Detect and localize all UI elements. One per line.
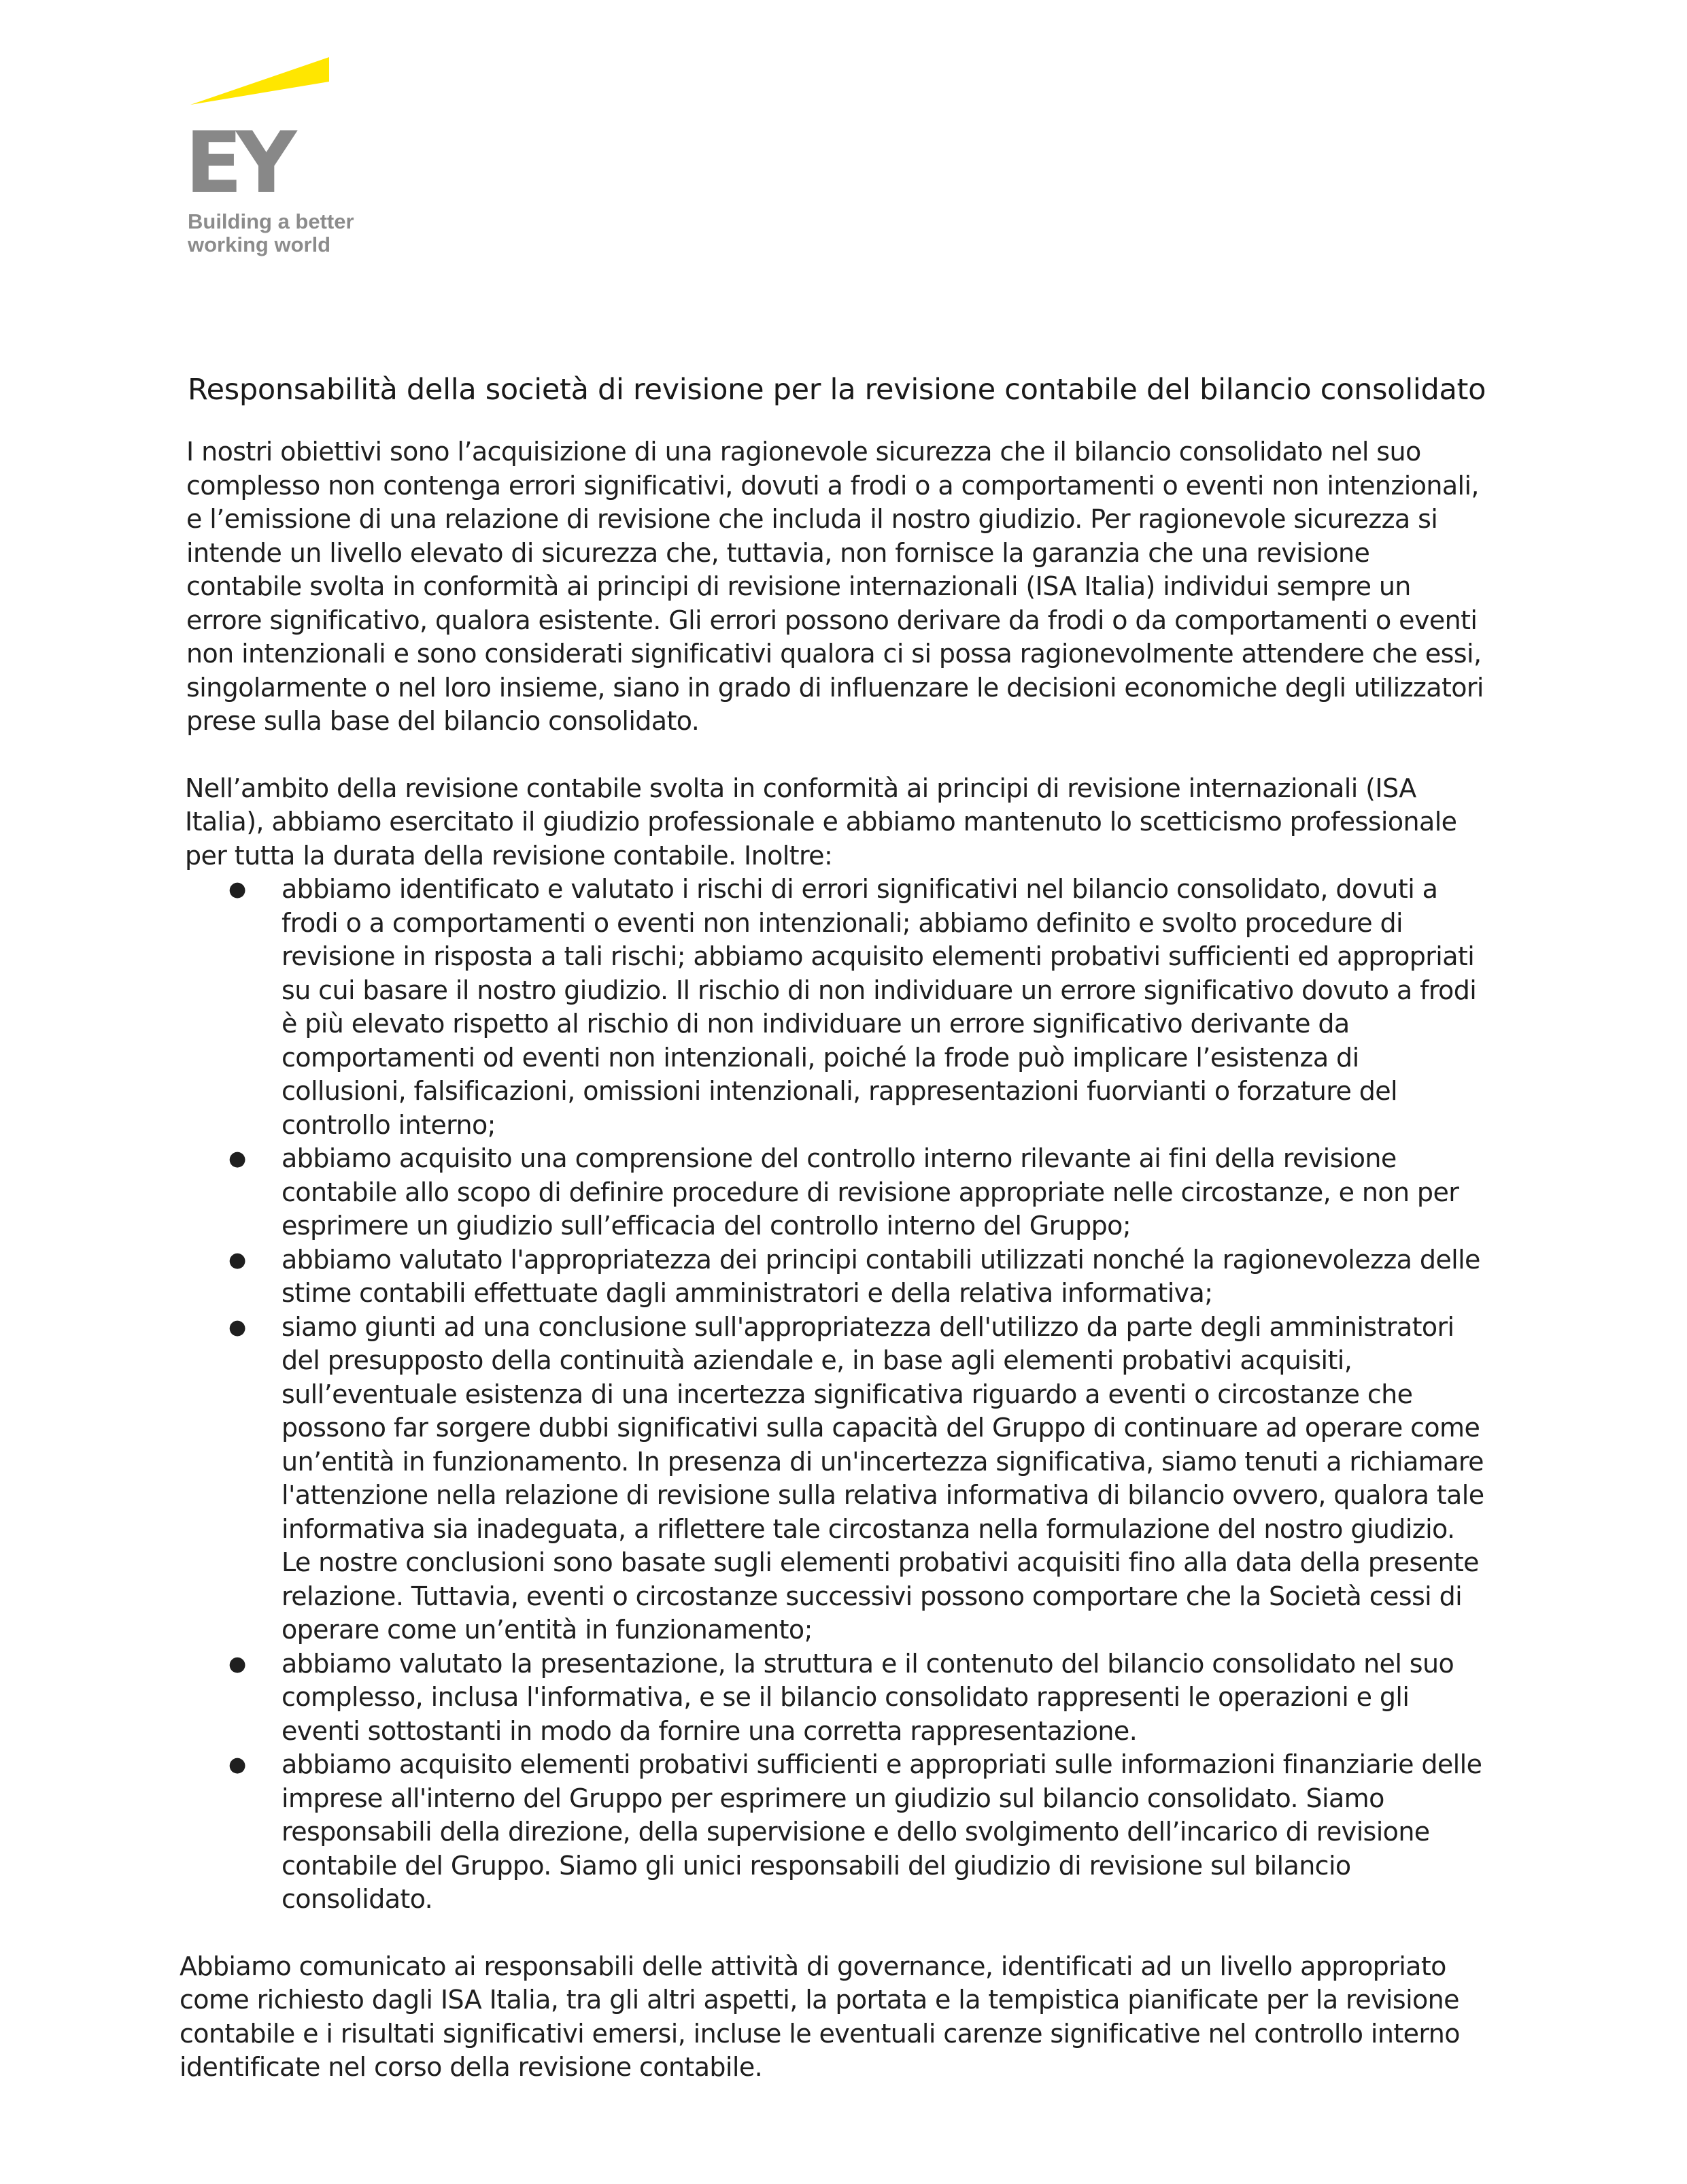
bullet-icon: ● [228, 1247, 246, 1272]
list-item: ● siamo giunti ad una conclusione sull'appropriatezza dell'utilizzo da parte degli amministratori del presupposto della continuità aziendale e, in base agli elementi probativi acquisiti, sull’eventuale esistenza di una incertezza significativa riguardo a eventi o circostanze che possono far sorgere dubbi significativi sulla capacità del Gruppo di continuare ad operare come un’entità in funzionamento. In presenza di un'incertezza significativa, siamo tenuti a richiamare l'attenzione nella relazione di revisione sulla relativa informativa di bilancio ovvero, qualora tale informativa sia inadeguata, a riflettere tale circostanza nella formulazione del nostro giudizio. Le nostre conclusioni sono basate sugli elementi probativi acquisiti fino alla data della presente relazione. Tuttavia, eventi o circostanze successivi possono comportare che la Società cessi di operare come un’entità in funzionamento; [228, 1311, 1484, 1645]
list-item: ● abbiamo acquisito una comprensione del controllo interno rilevante ai fini della revisione contabile allo scopo di definire procedure di revisione appropriate nelle circostanze, e non per esprimere un giudizio sull’efficacia del controllo interno del Gruppo; [228, 1143, 1459, 1241]
paragraph-governance: Abbiamo comunicato ai responsabili delle attività di governance, identificati ad un livello appropriato come richiesto dagli ISA Italia, tra gli altri aspetti, la portata e la tempistica pianificate per la revisione contabile e i risultati significativi emersi, incluse le eventuali carenze significative nel controllo interno identificate nel corso della revisione contabile. [180, 1951, 1460, 2082]
list-item: ● abbiamo acquisito elementi probativi sufficienti e appropriati sulle informazioni finanziarie delle imprese all'interno del Gruppo per esprimere un giudizio sul bilancio consolidato. Siamo responsabili della direzione, della supervisione e dello svolgimento dell’incarico di revisione contabile del Gruppo. Siamo gli unici responsabili del giudizio di revisione sul bilancio consolidato. [228, 1749, 1482, 1914]
bullet-icon: ● [228, 1315, 246, 1339]
document-body [180, 373, 1490, 2085]
bullet-icon: ● [228, 1147, 246, 1171]
bullet-icon: ● [228, 1753, 246, 1777]
ey-logo-mark: EY [185, 114, 290, 212]
section-title: Responsabilità della società di revisione per la revisione contabile del bilancio consolidato [188, 373, 1486, 407]
ey-logo [185, 57, 375, 261]
list-item: ● abbiamo valutato la presentazione, la struttura e il contenuto del bilancio consolidato nel suo complesso, inclusa l'informativa, e se il bilancio consolidato rappresenti le operazioni e gli eventi sottostanti in modo da fornire una corretta rappresentazione. [228, 1648, 1454, 1746]
bullet-icon: ● [228, 1651, 246, 1676]
list-item: ● abbiamo valutato l'appropriatezza dei principi contabili utilizzati nonché la ragionevolezza delle stime contabili effettuate dagli amministratori e della relativa informativa; [228, 1244, 1480, 1308]
procedures-list [185, 873, 1490, 1917]
paragraph-objectives: I nostri obiettivi sono l’acquisizione di una ragionevole sicurezza che il bilancio consolidato nel suo complesso non contenga errori significativi, dovuti a frodi o a comportamenti o eventi non intenzionali, e l’emissione di una relazione di revisione che includa il nostro giudizio. Per ragionevole sicurezza si intende un livello elevato di sicurezza che, tuttavia, non fornisce la garanzia che una revisione contabile svolta in conformità ai principi di revisione internazionali (ISA Italia) individui sempre un errore significativo, qualora esistente. Gli errori possono derivare da frodi o da comportamenti o eventi non intenzionali e sono considerati significativi qualora ci si possa ragionevolmente attendere che essi, singolarmente o nel loro insieme, siano in grado di influenzare le decisioni economiche degli utilizzatori prese sulla base del bilancio consolidato. [186, 437, 1484, 736]
paragraph-scope: Nell’ambito della revisione contabile svolta in conformità ai principi di revisione internazionali (ISA Italia), abbiamo esercitato il giudizio professionale e abbiamo mantenuto lo scetticismo professionale per tutta la durata della revisione contabile. Inoltre: [185, 773, 1457, 871]
bullet-icon: ● [228, 877, 246, 901]
list-item: ● abbiamo identificato e valutato i rischi di errori significativi nel bilancio consolidato, dovuti a frodi o a comportamenti o eventi non intenzionali; abbiamo definito e svolto procedure di revisione in risposta a tali rischi; abbiamo acquisito elementi probativi sufficienti ed appropriati su cui basare il nostro giudizio. Il rischio di non individuare un errore significativo dovuto a frodi è più elevato rispetto al rischio di non individuare un errore significativo derivante da comportamenti od eventi non intenzionali, poiché la frode può implicare l’esistenza di collusioni, falsificazioni, omissioni intenzionali, rappresentazioni fuorvianti o forzature del controllo interno; [228, 874, 1477, 1140]
ey-tagline: Building a better working world [188, 209, 354, 256]
ey-beam-icon [190, 57, 329, 106]
